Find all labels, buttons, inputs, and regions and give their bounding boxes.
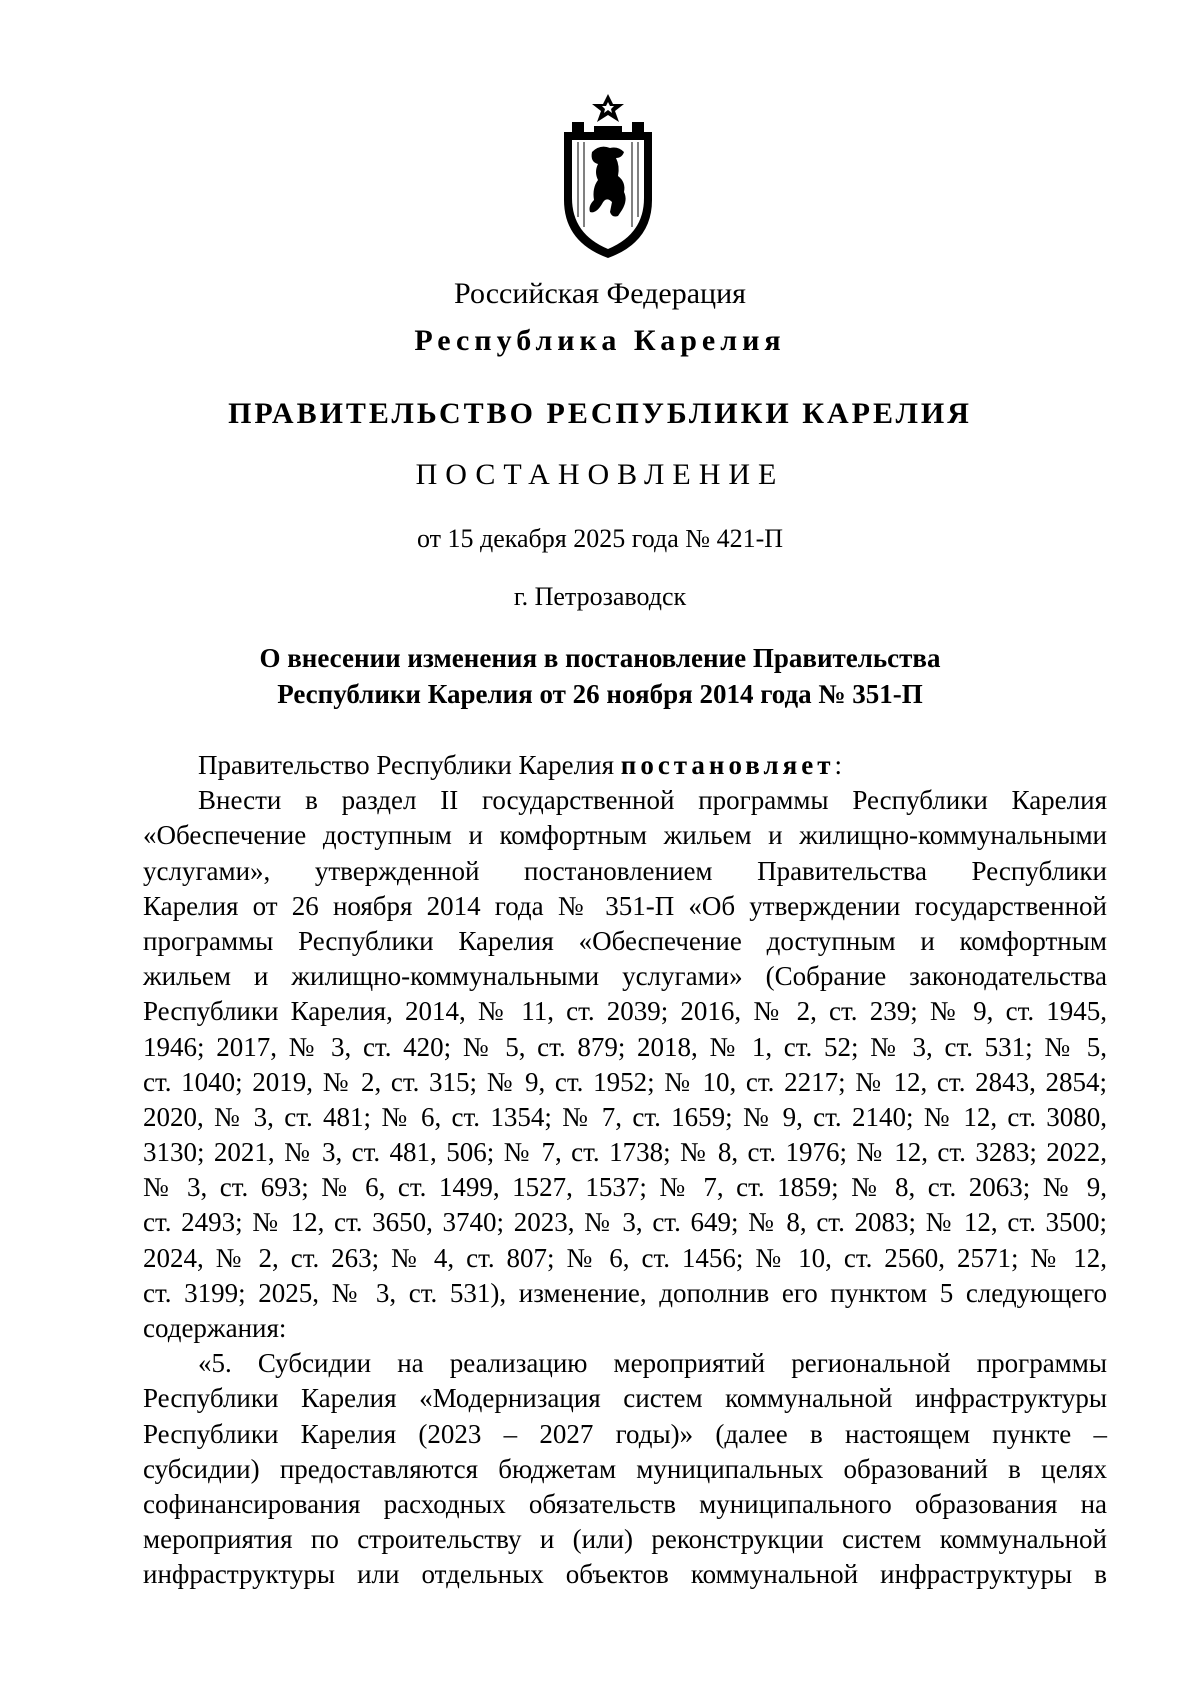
body-line: Республики Карелия (2023 – 2027 годы)» (далее в настоящем пункте – xyxy=(143,1418,1107,1449)
body-line: Республики Карелия, 2014, № 11, ст. 2039; 2016, № 2, ст. 239; № 9, ст. 1945, xyxy=(143,996,1107,1027)
government-title: ПРАВИТЕЛЬСТВО РЕСПУБЛИКИ КАРЕЛИЯ xyxy=(228,397,972,430)
body-line: 1946; 2017, № 3, ст. 420; № 5, ст. 879; 2018, № 1, ст. 52; № 3, ст. 531; № 5, xyxy=(143,1031,1107,1062)
body-line: ст. 2493; № 12, ст. 3650, 3740; 2023, № 3, ст. 649; № 8, ст. 2083; № 12, ст. 3500; xyxy=(143,1207,1107,1238)
body-line: № 3, ст. 693; № 6, ст. 1499, 1527, 1537; № 7, ст. 1859; № 8, ст. 2063; № 9, xyxy=(143,1172,1107,1203)
intro-paragraph xyxy=(143,748,1107,783)
body-line: 2020, № 3, ст. 481; № 6, ст. 1354; № 7, ст. 1659; № 9, ст. 2140; № 12, ст. 3080, xyxy=(143,1101,1107,1132)
body-line: мероприятия по строительству и (или) реконструкции систем коммунальной xyxy=(143,1524,1107,1555)
document-body xyxy=(143,748,1107,1593)
country-name: Российская Федерация xyxy=(454,277,746,310)
body-line: «Обеспечение доступным и комфортным жильем и жилищно-коммунальными xyxy=(143,820,1107,851)
document-date-number: от 15 декабря 2025 года № 421-П xyxy=(416,524,784,553)
document-type: ПОСТАНОВЛЕНИЕ xyxy=(415,458,785,491)
karelia-coat-of-arms-icon xyxy=(558,92,658,260)
body-line: «5. Субсидии на реализацию мероприятий региональной программы xyxy=(198,1348,1107,1379)
intro-keyword: постановляет xyxy=(620,750,835,780)
body-line: услугами», утвержденной постановлением Правительства Республики xyxy=(143,855,1107,886)
body-line: Карелия от 26 ноября 2014 года № 351-П «Об утверждении государственной xyxy=(143,890,1107,921)
body-line: 2024, № 2, ст. 263; № 4, ст. 807; № 6, ст. 1456; № 10, ст. 2560, 2571; № 12, xyxy=(143,1242,1107,1273)
document-subject xyxy=(0,640,1200,712)
body-line: ст. 3199; 2025, № 3, ст. 531), изменение, дополнив его пунктом 5 следующего xyxy=(143,1277,1107,1308)
republic-name: Республика Карелия xyxy=(414,324,786,357)
body-line: Республики Карелия «Модернизация систем коммунальной инфраструктуры xyxy=(143,1383,1107,1414)
intro-prefix: Правительство Республики Карелия xyxy=(198,750,615,780)
body-line: субсидии) предоставляются бюджетам муниципальных образований в целях xyxy=(143,1453,1107,1484)
body-line: 3130; 2021, № 3, ст. 481, 506; № 7, ст. 1738; № 8, ст. 1976; № 12, ст. 3283; 2022, xyxy=(143,1137,1107,1168)
body-line: софинансирования расходных обязательств муниципального образования на xyxy=(143,1488,1107,1519)
body-line: инфраструктуры или отдельных объектов коммунальной инфраструктуры в xyxy=(143,1559,1107,1590)
subject-line-1: О внесении изменения в постановление Правительства xyxy=(259,643,941,673)
body-line: Внести в раздел II государственной программы Республики Карелия xyxy=(198,785,1107,816)
body-line: программы Республики Карелия «Обеспечение доступным и комфортным xyxy=(143,925,1107,956)
document-city: г. Петрозаводск xyxy=(513,582,687,611)
body-line: содержания: xyxy=(143,1313,287,1343)
subject-line-2: Республики Карелия от 26 ноября 2014 года № 351-П xyxy=(277,679,923,709)
body-line: ст. 1040; 2019, № 2, ст. 315; № 9, ст. 1952; № 10, ст. 2217; № 12, ст. 2843, 2854; xyxy=(143,1066,1107,1097)
intro-suffix: : xyxy=(834,750,843,780)
body-line: жильем и жилищно-коммунальными услугами» (Собрание законодательства xyxy=(143,961,1107,992)
